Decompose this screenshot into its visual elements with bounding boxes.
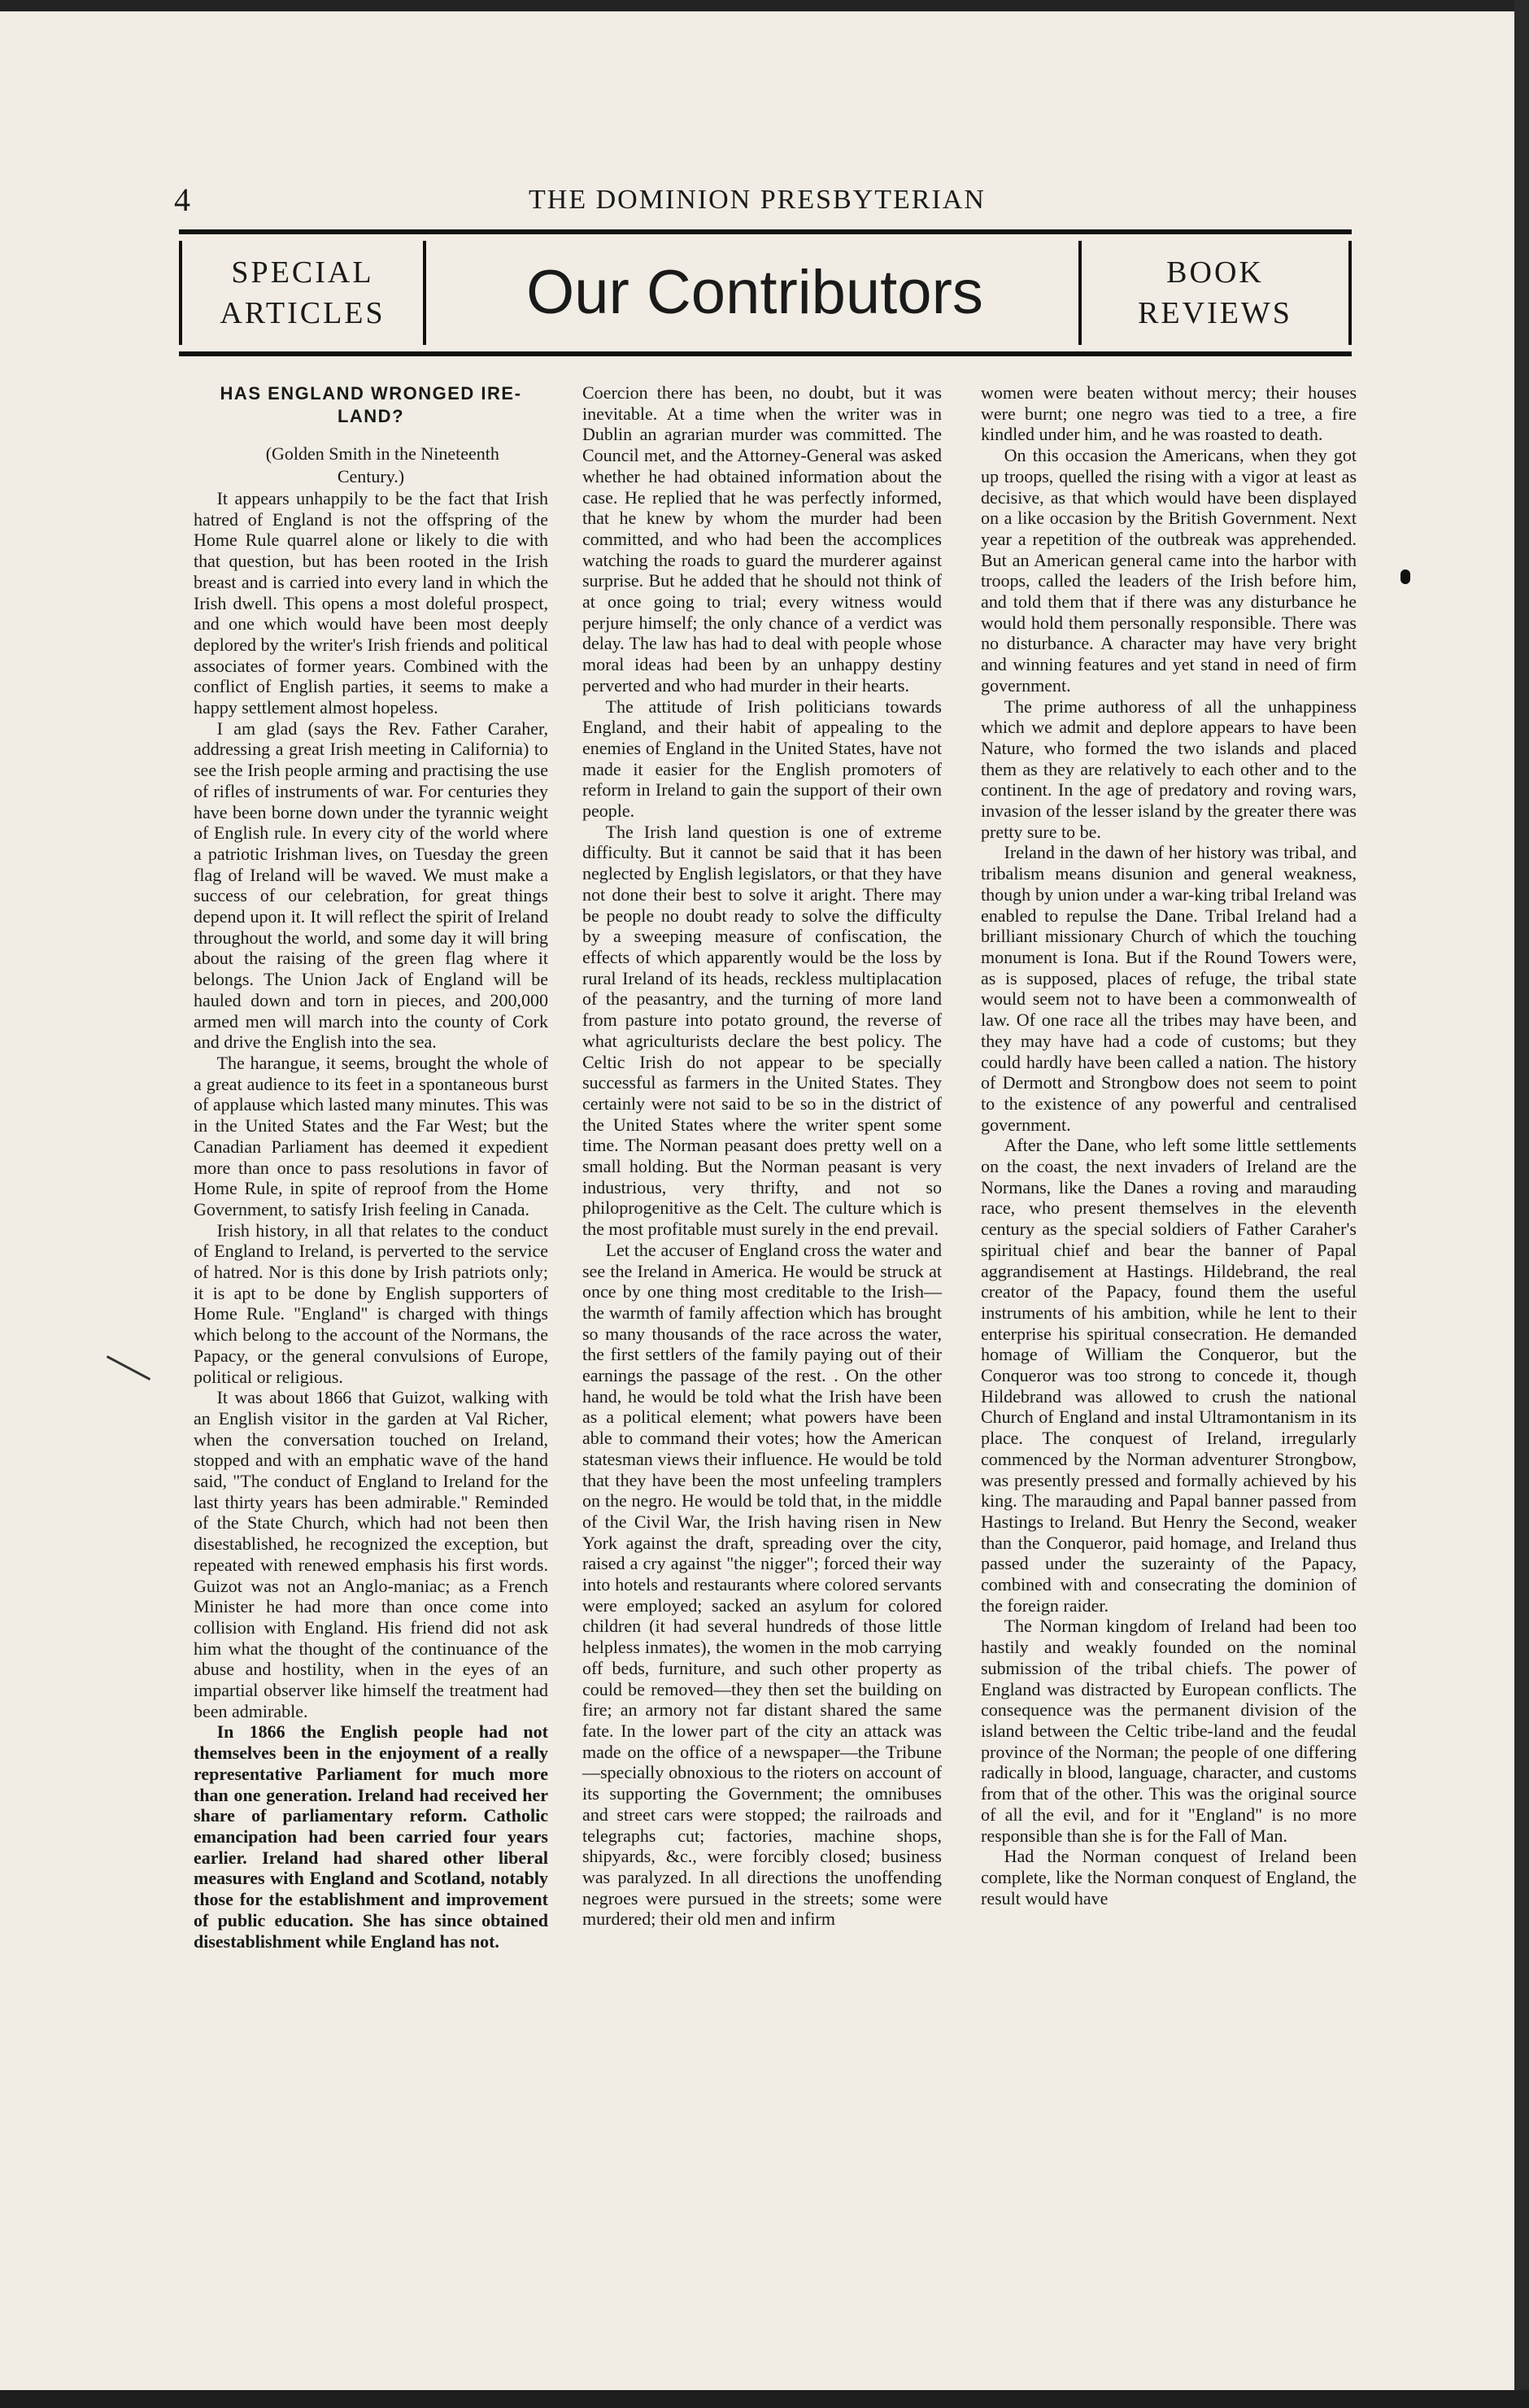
margin-ink-dot — [1400, 569, 1410, 584]
paragraph: Had the Norman conquest of Ireland been complete, like the Norman conquest of England, the result would have — [981, 1846, 1357, 1909]
paragraph: Let the accuser of England cross the water and see the Ireland in America. He would be struck at once by one thing most creditable to the Irish—the warmth of family affection which has brought so many thousands of the race across the water, the first settlers of the family paying out of their earnings the passage of the rest. . On the other hand, he would be told what the Irish have been as a political element; what powers have been able to command their votes; how the American statesman views their influence. He would be told that they have been the most unfeeling tramplers on the negro. He would be told that, in the middle of the Civil War, the Irish having risen in New York against the draft, spreading over the city, raised a cry against "the nigger"; forced their way into hotels and restaurants where colored servants were employed; sacked an asylum for colored children (it had several hundreds of those little helpless inmates), the women in the mob carrying off beds, furniture, and such other property as could be removed—they then set the building on fire; an armory not far distant shared the same fate. In the lower part of the city an attack was made on the office of a newspaper—the Tribune—specially obnoxious to the rioters on account of its supporting the Government; the omnibuses and street cars were stopped; the railroads and telegraphs cut; factories, machine shops, shipyards, &c., were forcibly closed; business was paralyzed. In all directions the unoffending negroes were pursued in the streets; some were murdered; their old men and infirm — [582, 1239, 942, 1930]
article-heading: HAS ENGLAND WRONGED IRE-LAND? — [220, 383, 522, 426]
margin-pencil-mark — [107, 1355, 150, 1381]
paragraph: Coercion there has been, no doubt, but it was inevitable. At a time when the writer was in Dublin an agrarian murder was committed. The Council met, and the Attorney-General was asked whether he had obtained information about the case. He replied that he was perfectly informed, that he knew by whom the murder had been committed, and who had been the accomplices watching the roads to guard the murderer against surprise. But he added that he should not think of at once going to trial; every witness would perjure himself; the only chance of a verdict was delay. The law has had to deal with people whose moral ideas had been by an unhappy destiny perverted and who had murder in their hearts. — [582, 382, 942, 696]
book-reviews-box — [1078, 241, 1352, 345]
text-column-1 — [194, 382, 548, 1952]
paragraph: Irish history, in all that relates to the conduct of England to Ireland, is perverted to the service of hatred. Nor is this done by Irish patriots only; it is apt to be done by English supporters of Home Rule. "England" is charged with things which belong to the account of the Normans, the Papacy, or the general convulsions of Europe, political or religious. — [194, 1219, 548, 1387]
paragraph: The Norman kingdom of Ireland had been too hastily and weakly founded on the nominal submission of the tribal chiefs. The power of England was distracted by European conflicts. The consequence was the permanent division of the island between the Celtic tribe-land and the feudal province of the Norman; the people of one differing radically in blood, language, character, and customs from that of the other. This was the original source of all the evil, and for it "England" is no more responsible than she is for the Fall of Man. — [981, 1616, 1357, 1846]
paragraph: The Irish land question is one of extreme difficulty. But it cannot be said that it has been neglected by English legislators, or that they have not done their best to solve it aright. There may be people no doubt ready to solve the difficulty by a sweeping measure of confiscation, the effects of which apparently would be the loss by rural Ireland of its heads, reckless multiplacation of the peasantry, and the turning of more land from pasture into potato ground, the reverse of what agriculturists declare the best policy. The Celtic Irish do not appear to be specially successful as farmers in the United States. They certainly were not said to be so in the district of the United States where the writer spent some time. The Norman peasant does pretty well on a small holding. But the Norman peasant is very industrious, very thrifty, and not so philoprogenitive as the Celt. The culture which is the most profitable must surely in the end prevail. — [582, 821, 942, 1240]
paragraph: women were beaten without mercy; their houses were burnt; one negro was tied to a tree, a fire kindled under him, and he was roasted to death. — [981, 382, 1357, 445]
text-column-3 — [981, 382, 1357, 1909]
book-reviews-label: BOOK REVIEWS — [1138, 255, 1292, 330]
article-source: (Golden Smith in the Nineteenth Century.) — [265, 443, 499, 486]
special-articles-box — [179, 241, 426, 345]
text-column-2 — [582, 382, 942, 1930]
section-banner — [179, 229, 1352, 356]
special-articles-label: SPECIAL ARTICLES — [220, 255, 386, 330]
paragraph: Ireland in the dawn of her history was tribal, and tribalism means disunion and general weakness, though by union under a war-king tribal Ireland was enabled to repulse the Dane. Tribal Ireland had a brilliant missionary Church of which the touching monument is Iona. But if the Round Towers were, as is supposed, places of refuge, the tribal state would seem not to have been a commonwealth of law. Of one race all the tribes may have been, and they may have had a code of customs; but they could hardly have been called a nation. The history of Dermott and Strongbow does not seem to point to the existence of any powerful and centralised government. — [981, 842, 1357, 1135]
scan-top-edge — [0, 0, 1529, 11]
paragraph: The attitude of Irish politicians towards England, and their habit of appealing to the enemies of England in the United States, have not made it easier for the English promoters of reform in Ireland to gain the support of their own people. — [582, 696, 942, 822]
section-title: Our Contributors — [526, 258, 983, 327]
paragraph: After the Dane, who left some little settlements on the coast, the next invaders of Ireland are the Normans, like the Danes a roving and marauding race, who present themselves in the eleventh century as the special soldiers of Father Caraher's spiritual chief and bear the banner of Papal aggrandisement at Hastings. Hildebrand, the real creator of the Papacy, found them the useful instruments of his ambition, while he lent to their enterprise his spiritual consecration. He demanded homage of William the Conqueror, but the Conqueror was too strong to concede it, though Hildebrand was allowed to crush the national Church of England and instal Ultramontanism in its place. The conquest of Ireland, irregularly commenced by the Norman adventurer Strongbow, was presently pressed and formally achieved by his king. The marauding and Papal banner passed from Hastings to Ireland. But Henry the Second, weaker than the Conqueror, paid homage, and Ireland thus passed under the suzerainty of the Papacy, combined with and consecrating the dominion of the foreign raider. — [981, 1135, 1357, 1616]
running-head: THE DOMINION PRESBYTERIAN — [529, 185, 986, 215]
paragraph: It was about 1866 that Guizot, walking with an English visitor in the garden at Val Richer, when the conversation touched on Ireland, stopped and with an emphatic wave of the hand said, "The conduct of England to Ireland for the last thirty years has been admirable." Reminded of the State Church, which had not been then disestablished, he recognized the exception, but repeated with renewed emphasis his first words. Guizot was not an Anglo-maniac; as a French Minister he had more than once come into collision with England. His friend did not ask him what the thought of the continuance of the abuse and hostility, when in the eyes of an impartial observer like himself the treatment had been admirable. — [194, 1387, 548, 1721]
paragraph: The harangue, it seems, brought the whole of a great audience to its feet in a spontaneous burst of applause which lasted many minutes. This was in the United States and the Far West; but the Canadian Parliament has deemed it expedient more than once to pass resolutions in favor of Home Rule, in spite of reproof from the Home Government, to satisfy Irish feeling in Canada. — [194, 1052, 548, 1219]
page-number: 4 — [174, 181, 190, 218]
scan-right-edge — [1514, 0, 1529, 2408]
paragraph: In 1866 the English people had not themselves been in the enjoyment of a really representative Parliament for much more than one generation. Ireland had received her share of parliamentary reform. Catholic emancipation had been carried four years earlier. Ireland had shared other liberal measures with England and Scotland, notably those for the establishment and improvement of public education. She has since obtained disestablishment while England has not. — [194, 1721, 548, 1952]
paragraph: It appears unhappily to be the fact that Irish hatred of England is not the offspring of the Home Rule quarrel alone or likely to die with that question, but has been rooted in the Irish breast and is carried into every land in which the Irish dwell. This opens a most doleful prospect, and one which would have been most deeply deplored by the writer's Irish friends and political associates of former years. Combined with the conflict of English parties, it seems to make a happy settlement almost hopeless. — [194, 488, 548, 718]
paragraph: On this occasion the Americans, when they got up troops, quelled the rising with a vigor at least as decisive, as that which would have been displayed on a like occasion by the British Government. Next year a repetition of the outbreak was apprehended. But an American general came into the harbor with troops, called the leaders of the Irish before him, and told them that if there was any disturbance he would hold them personally responsible. There was no disturbance. A character may have very bright and winning features and yet stand in need of firm government. — [981, 445, 1357, 696]
paragraph: The prime authoress of all the unhappiness which we admit and deplore appears to have been Nature, who formed the two islands and placed them as they are relatively to each other and to the continent. In the age of predatory and roving wars, invasion of the lesser island by the greater there was pretty sure to be. — [981, 696, 1357, 842]
paragraph: I am glad (says the Rev. Father Caraher, addressing a great Irish meeting in California) to see the Irish people arming and practising the use of rifles of instruments of war. For centuries they have been borne down under the tyrannic weight of English rule. In every city of the world where a patriotic Irishman lives, on Tuesday the green flag of Ireland will be waved. We must make a success of our celebration, for great things depend upon it. It will reflect the spirit of Ireland throughout the world, and some day it will bring about the raising of the green flag where it belongs. The Union Jack of England will be hauled down and torn in pieces, and 200,000 armed men will march into the county of Cork and drive the English into the sea. — [194, 718, 548, 1053]
scan-bottom-edge — [0, 2390, 1529, 2408]
